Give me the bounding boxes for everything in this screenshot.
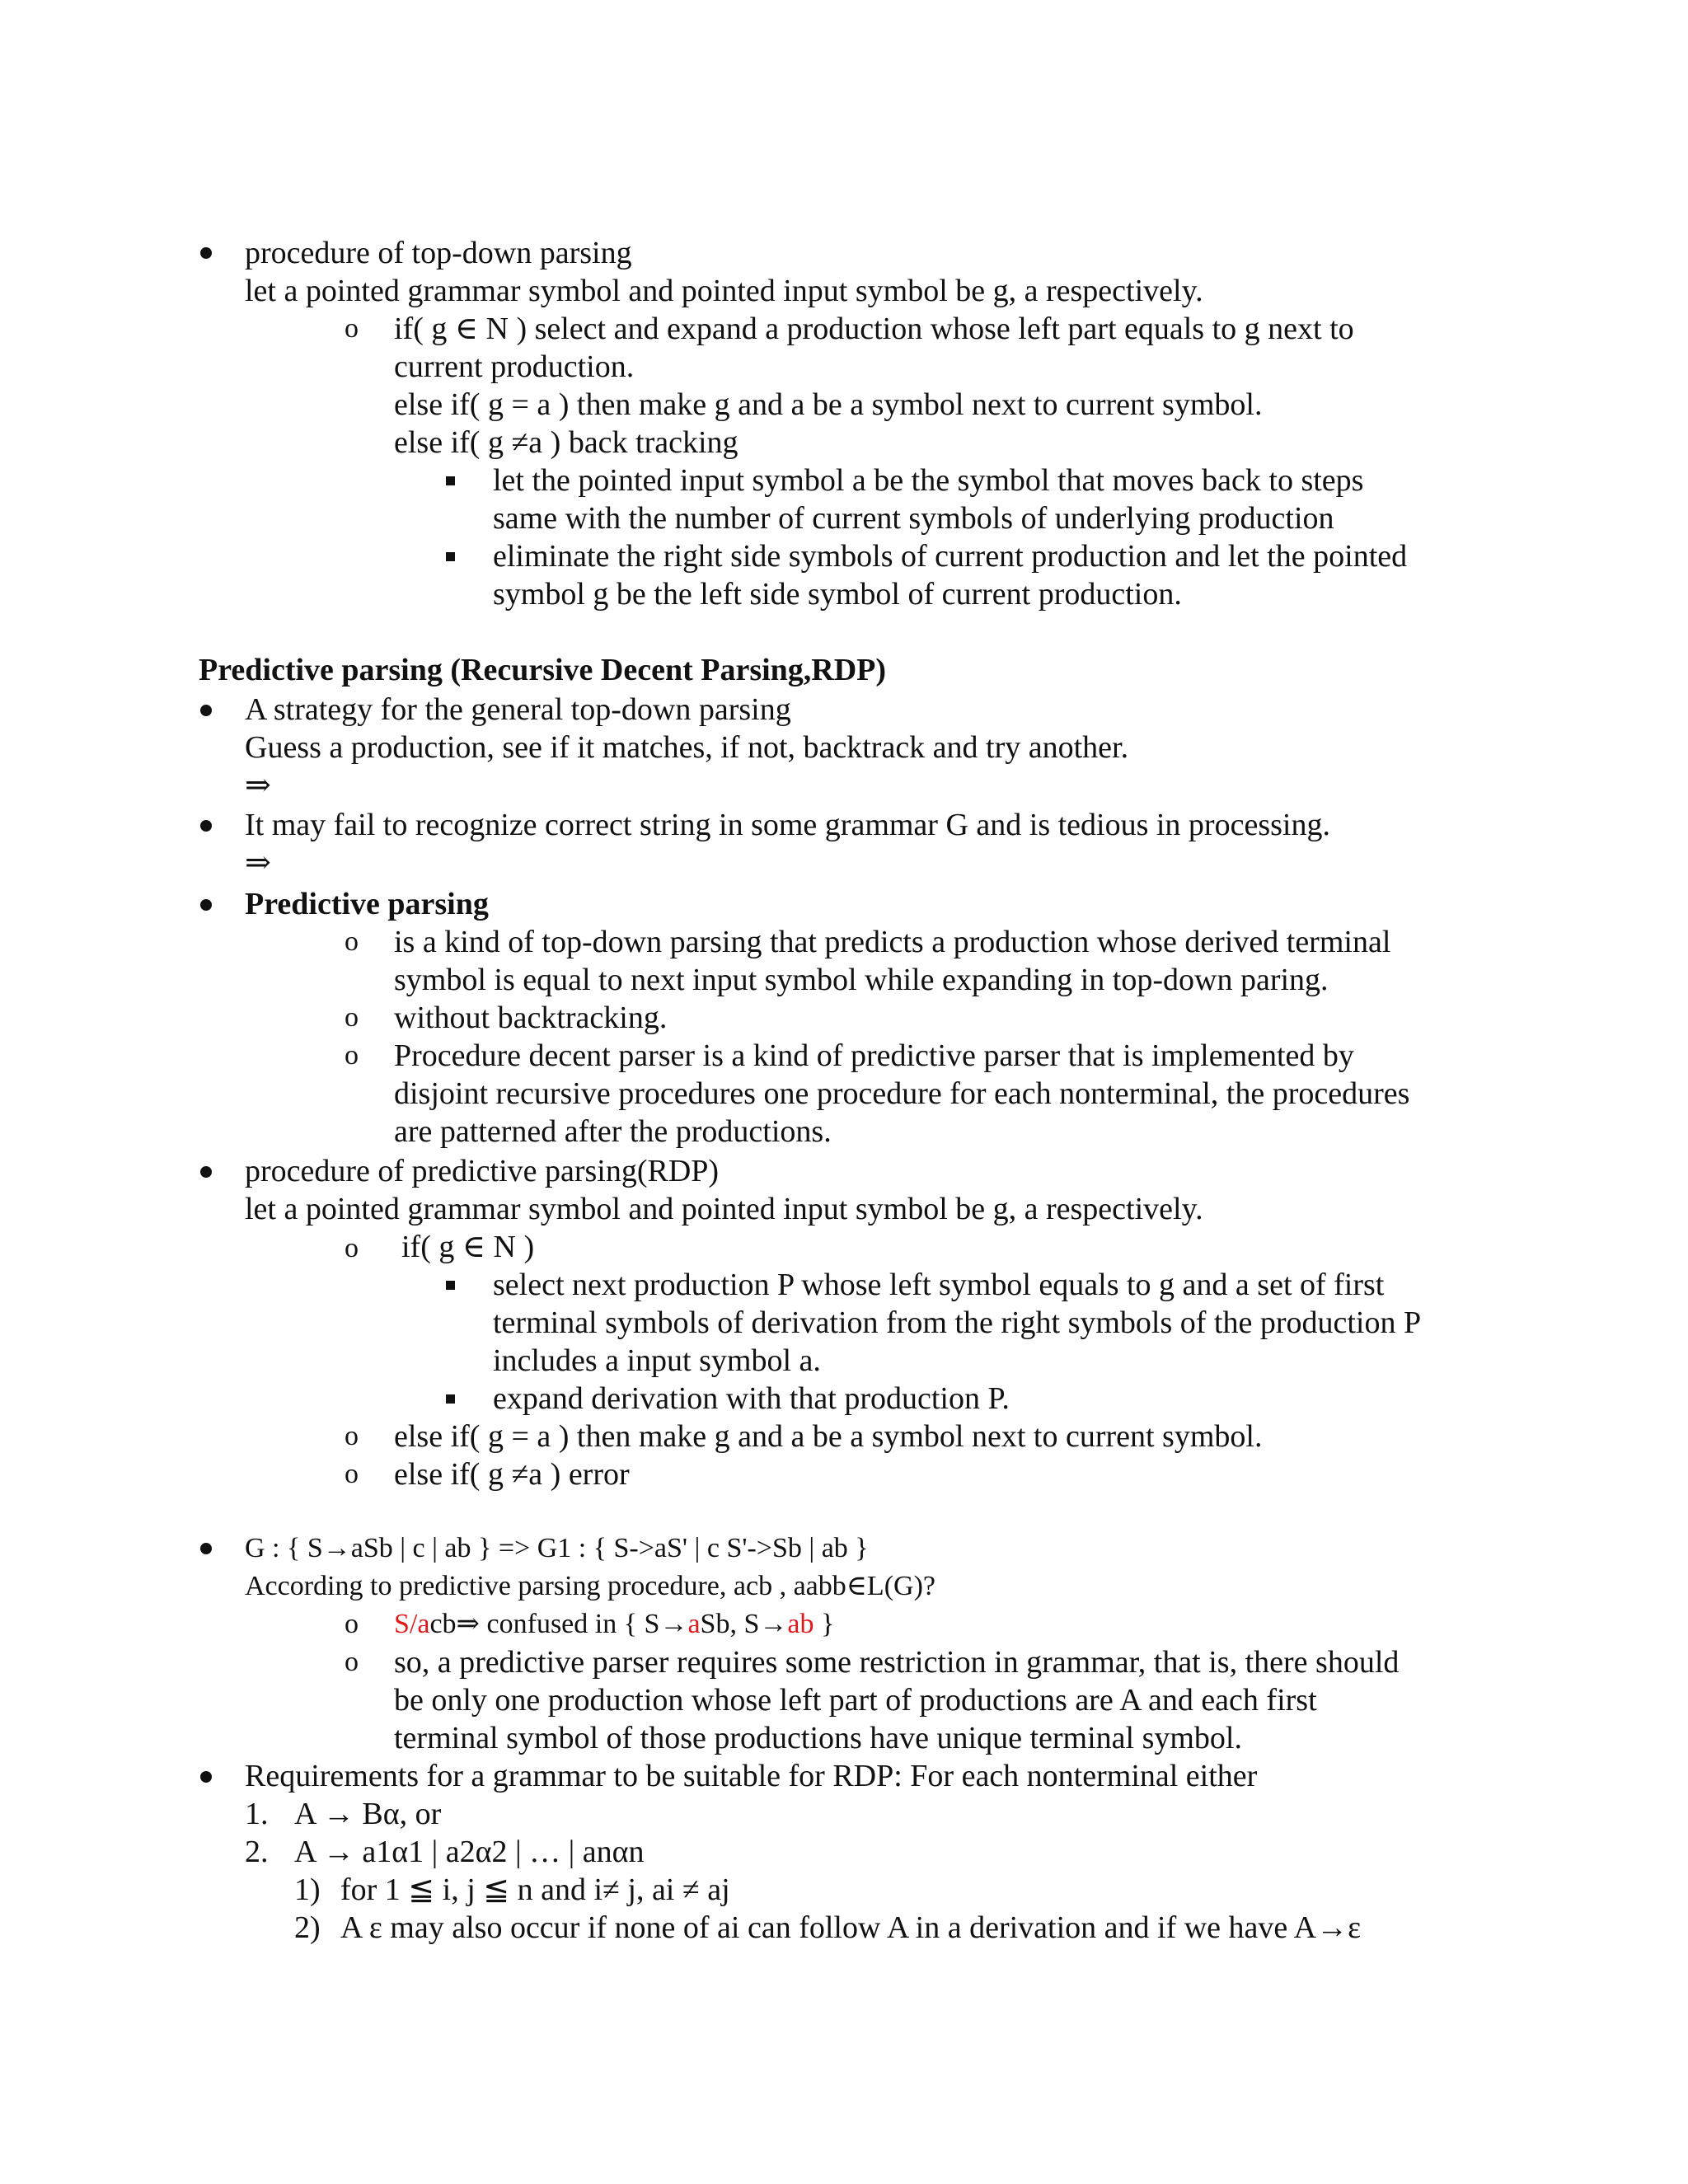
- condition-1-number: 1): [294, 1872, 321, 1907]
- section-heading: Predictive parsing (Recursive Decent Parsing,RDP): [199, 653, 887, 687]
- bullet-marker: [200, 899, 212, 911]
- bullet-marker: [200, 705, 212, 716]
- section1-if-line1: if( g ∈ N ) select and expand a production whose left part equals to g next to: [394, 312, 1354, 346]
- rdp-select-line2: terminal symbols of derivation from the right symbols of the production P: [493, 1305, 1422, 1340]
- rdp-procedure-title: procedure of predictive parsing(RDP): [245, 1154, 720, 1188]
- circle-marker: o: [345, 1002, 359, 1033]
- rdp-select-line1: select next production P whose left symbol equals to g and a set of first: [493, 1268, 1385, 1302]
- section1-intro: let a pointed grammar symbol and pointed input symbol be g, a respectively.: [245, 274, 1203, 308]
- circle-marker: o: [345, 1459, 359, 1489]
- square-marker: [446, 1281, 455, 1290]
- restriction-line1: so, a predictive parser requires some restriction in grammar, that is, there should: [394, 1645, 1400, 1680]
- bullet-marker: [200, 820, 212, 832]
- requirement-2-number: 2.: [245, 1835, 269, 1869]
- bullet-marker: [200, 1166, 212, 1178]
- requirement-1-number: 1.: [245, 1797, 269, 1831]
- circle-marker: o: [345, 1421, 359, 1451]
- strategy-line1: A strategy for the general top-down parsing: [245, 692, 791, 727]
- rdp-select-line3: includes a input symbol a.: [493, 1343, 821, 1378]
- predictive-o1-line1: is a kind of top-down parsing that predicts a production whose derived terminal: [394, 925, 1391, 959]
- section1-elseif-neq: else if( g ≠a ) back tracking: [394, 425, 738, 460]
- strategy-line2: Guess a production, see if it matches, if not, backtrack and try another.: [245, 730, 1129, 765]
- section1-sub2-line1: eliminate the right side symbols of current production and let the pointed: [493, 539, 1408, 574]
- section1-sub2-line2: symbol g be the left side symbol of current production.: [493, 577, 1182, 612]
- circle-marker: o: [345, 1609, 359, 1639]
- predictive-o3-line3: are patterned after the productions.: [394, 1114, 832, 1149]
- bullet-marker: [200, 1771, 212, 1783]
- grammar-line: G : { S→aSb | c | ab } => G1 : { S->aS' | c S'->Sb | ab }: [245, 1533, 869, 1563]
- predictive-o2: without backtracking.: [394, 1001, 668, 1035]
- circle-marker: o: [345, 1647, 359, 1677]
- requirements-title: Requirements for a grammar to be suitable for RDP: For each nonterminal either: [245, 1759, 1258, 1793]
- condition-2-text: A ε may also occur if none of ai can follow A in a derivation and if we have A→ε: [340, 1910, 1362, 1945]
- square-marker: [446, 552, 455, 561]
- rdp-elseif-error: else if( g ≠a ) error: [394, 1457, 630, 1492]
- confused-red-2: a: [687, 1609, 701, 1639]
- confused-black-2: Sb, S→: [700, 1609, 788, 1639]
- section1-elseif-eq: else if( g = a ) then make g and a be a symbol next to current symbol.: [394, 387, 1263, 422]
- rdp-expand: expand derivation with that production P.: [493, 1381, 1010, 1416]
- bullet-marker: [200, 247, 212, 259]
- circle-marker: o: [345, 1233, 359, 1263]
- condition-2-number: 2): [294, 1910, 321, 1945]
- may-fail-line: It may fail to recognize correct string in some grammar G and is tedious in processing.: [245, 808, 1330, 842]
- section1-if-line2: current production.: [394, 349, 635, 384]
- section1-sub1-line2: same with the number of current symbols of underlying production: [493, 501, 1334, 536]
- predictive-o3-line2: disjoint recursive procedures one procedure for each nonterminal, the procedures: [394, 1076, 1410, 1111]
- grammar-question: According to predictive parsing procedure, acb , aabb∈L(G)?: [245, 1571, 935, 1601]
- bullet-marker: [200, 1543, 212, 1554]
- square-marker: [446, 476, 455, 485]
- requirement-2-text: A → a1α1 | a2α2 | … | anαn: [294, 1835, 645, 1869]
- confused-red-3: ab: [787, 1609, 814, 1639]
- confused-black-1: cb⇒ confused in { S→: [429, 1609, 688, 1639]
- restriction-line3: terminal symbol of those productions have unique terminal symbol.: [394, 1721, 1242, 1755]
- predictive-parsing-title: Predictive parsing: [245, 887, 489, 921]
- circle-marker: o: [345, 926, 359, 957]
- rdp-procedure-intro: let a pointed grammar symbol and pointed input symbol be g, a respectively.: [245, 1192, 1203, 1226]
- section1-title: procedure of top-down parsing: [245, 236, 632, 270]
- square-marker: [446, 1394, 455, 1404]
- implies-arrow: ⇒: [245, 768, 271, 803]
- circle-marker: o: [345, 313, 359, 344]
- predictive-o1-line2: symbol is equal to next input symbol while expanding in top-down paring.: [394, 963, 1329, 997]
- rdp-if-g-in-n: if( g ∈ N ): [401, 1230, 535, 1264]
- confused-line: [394, 1605, 834, 1643]
- predictive-o3-line1: Procedure decent parser is a kind of predictive parser that is implemented by: [394, 1038, 1354, 1073]
- confused-black-3: }: [814, 1609, 835, 1639]
- implies-arrow: ⇒: [245, 846, 271, 880]
- requirement-1-text: A → Bα, or: [294, 1797, 442, 1831]
- circle-marker: o: [345, 1040, 359, 1071]
- section1-sub1-line1: let the pointed input symbol a be the symbol that moves back to steps: [493, 463, 1364, 498]
- rdp-elseif-eq: else if( g = a ) then make g and a be a symbol next to current symbol.: [394, 1419, 1263, 1454]
- condition-1-text: for 1 ≦ i, j ≦ n and i≠ j, ai ≠ aj: [340, 1872, 730, 1907]
- confused-red-1: S/a: [394, 1609, 430, 1639]
- restriction-line2: be only one production whose left part of productions are A and each first: [394, 1683, 1317, 1718]
